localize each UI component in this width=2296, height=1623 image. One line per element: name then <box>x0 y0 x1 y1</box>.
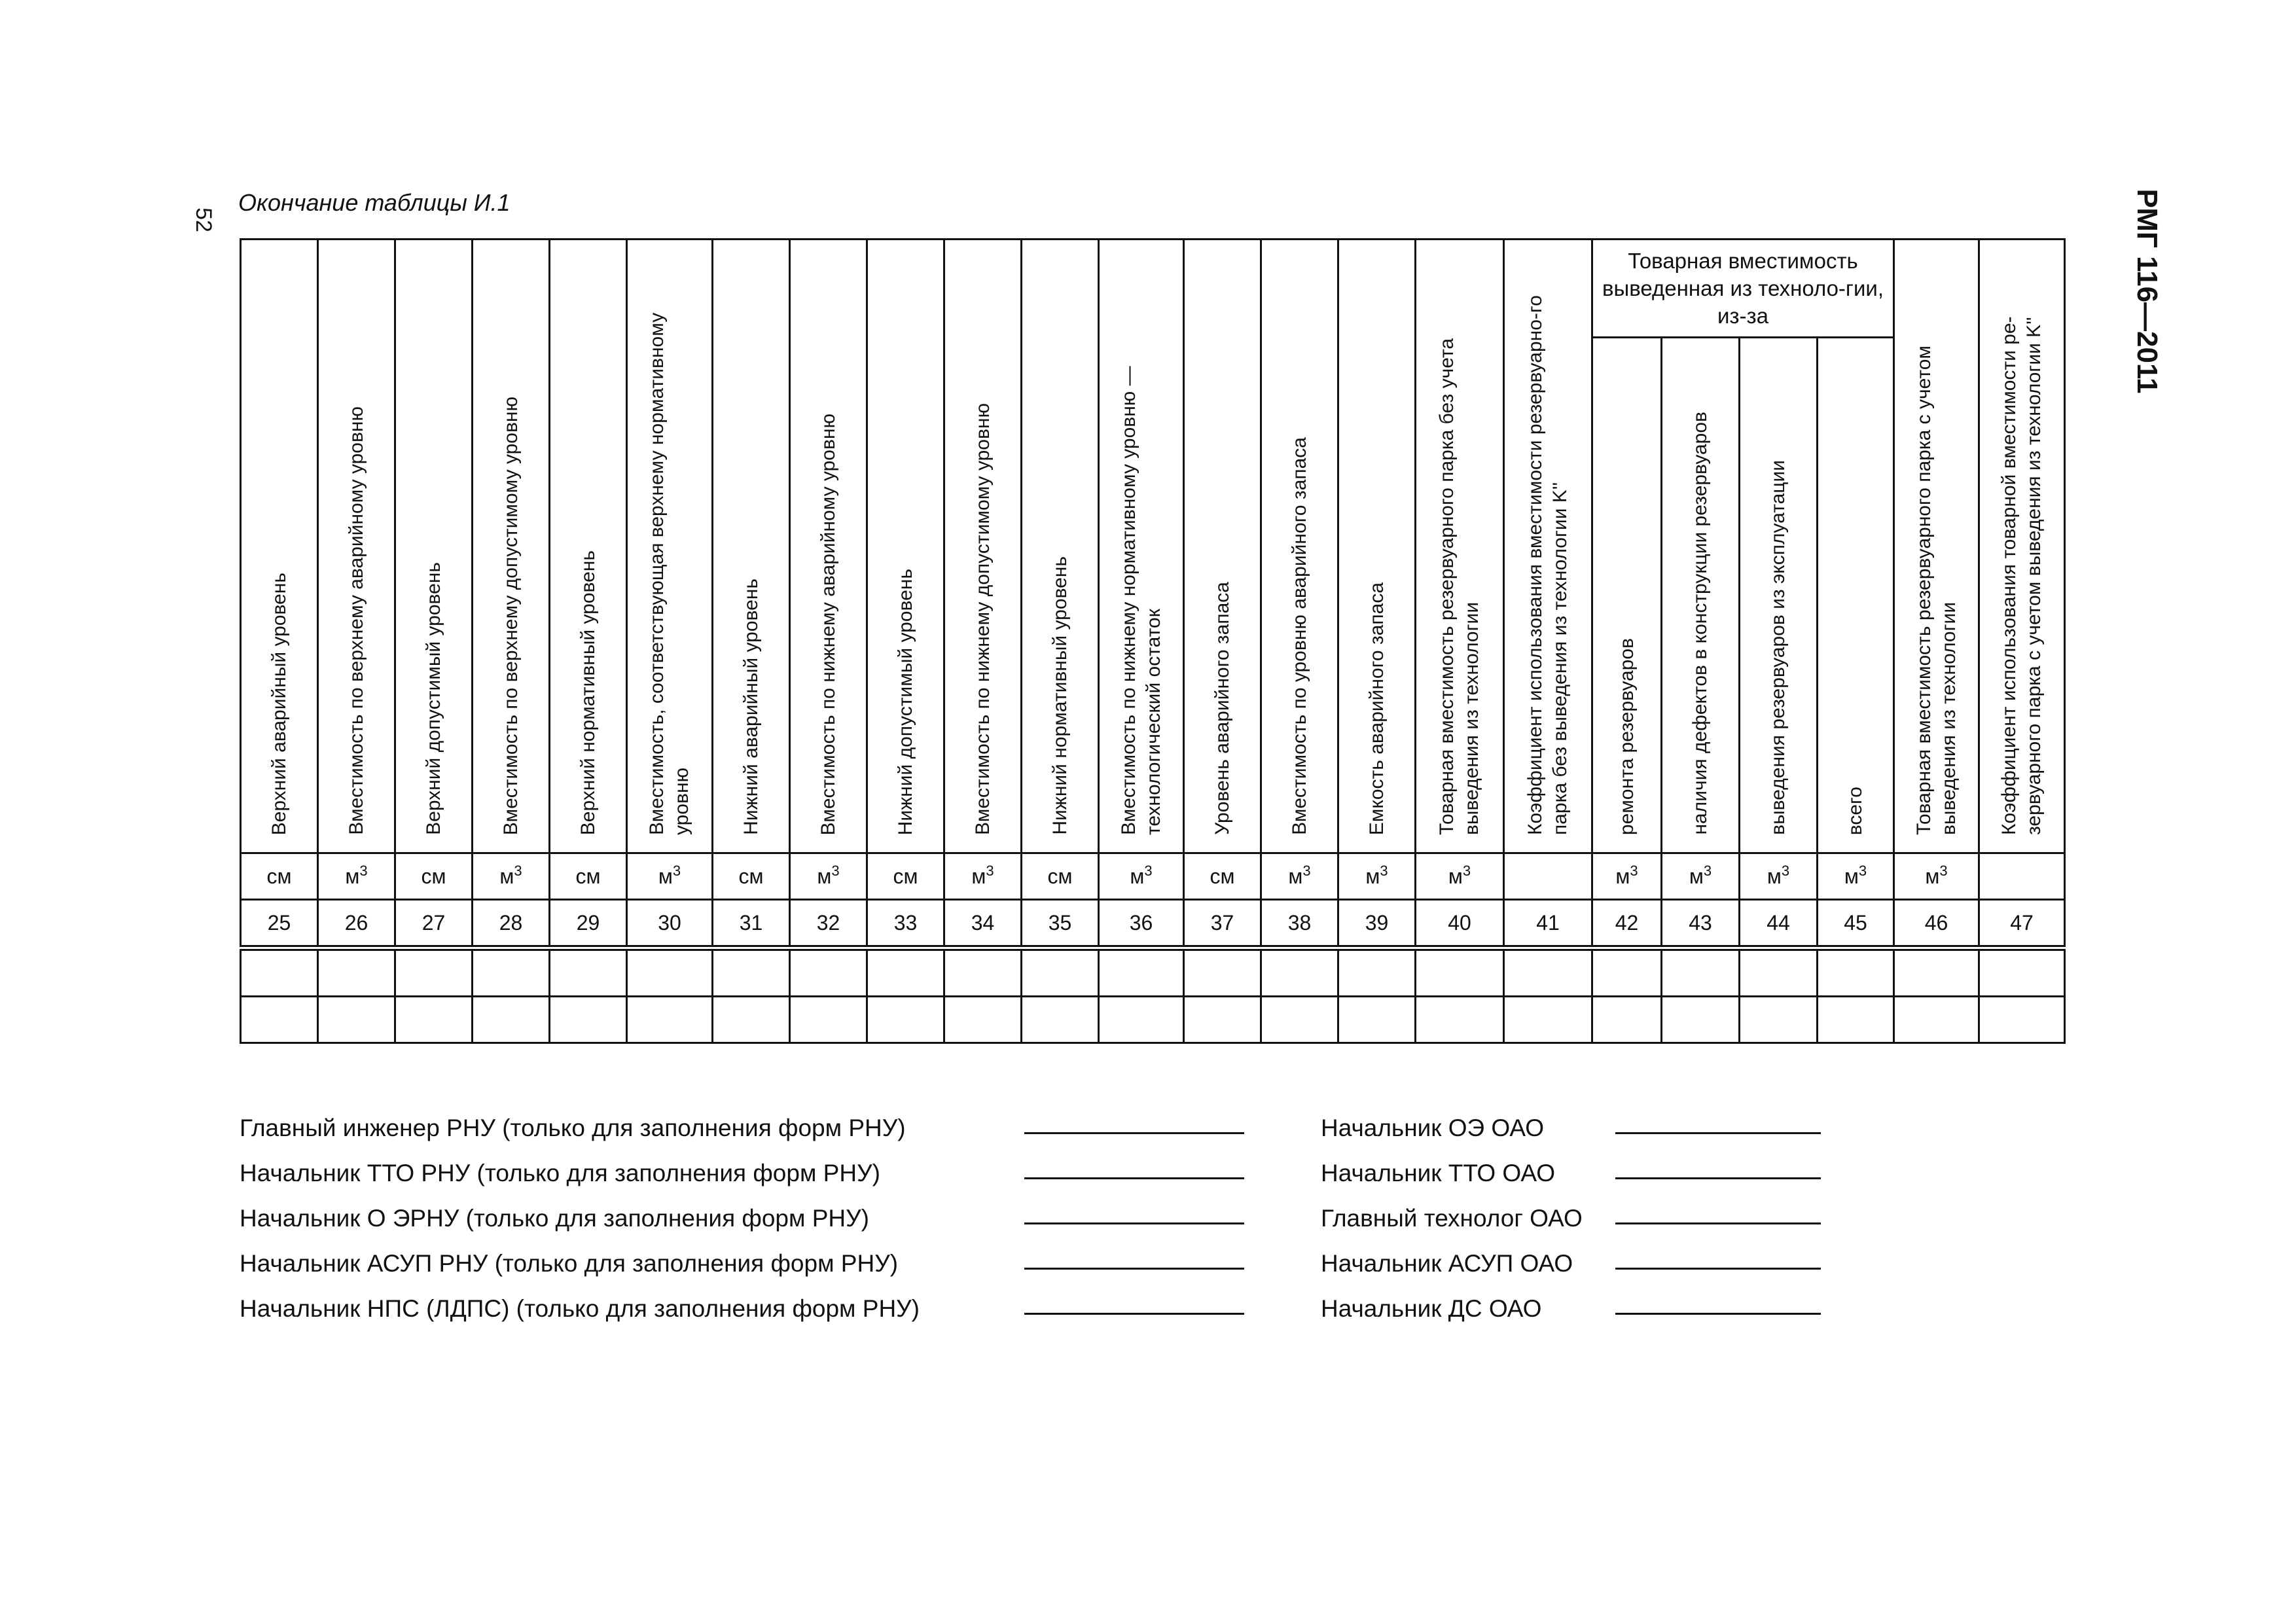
unit-label: см <box>266 864 292 888</box>
unit-label: м <box>1365 864 1380 888</box>
signature-line[interactable] <box>1024 1177 1244 1179</box>
unit-cell <box>550 853 627 900</box>
unit-cell <box>318 853 395 900</box>
unit-label: м <box>817 864 832 888</box>
column-header-label: Вместимость по верхнему допустимому уровню <box>499 396 522 835</box>
table-cell[interactable] <box>944 948 1022 997</box>
column-header <box>241 240 318 853</box>
unit-cell <box>627 853 713 900</box>
column-header <box>944 240 1022 853</box>
table-cell[interactable] <box>550 948 627 997</box>
column-number-cell: 46 <box>1894 900 1979 948</box>
unit-cell <box>1261 853 1338 900</box>
unit-exponent: 3 <box>1302 862 1311 879</box>
table-cell[interactable] <box>1261 997 1338 1043</box>
unit-label: м <box>658 864 673 888</box>
column-number-cell: 37 <box>1184 900 1261 948</box>
column-header-label: выведения резервуаров из эксплуатации <box>1767 460 1789 835</box>
unit-exponent: 3 <box>1144 862 1153 879</box>
table-cell[interactable] <box>1099 997 1184 1043</box>
unit-label: м <box>971 864 986 888</box>
column-header <box>1894 240 1979 853</box>
signature-label: Начальник АСУП ОАО <box>1321 1250 1573 1277</box>
column-header <box>550 240 627 853</box>
column-number-cell: 47 <box>1979 900 2065 948</box>
column-header-label: Коэффициент использования вместимости резервуарно-го парка без выведения из технологии K'' <box>1524 295 1571 835</box>
signature-label: Начальник ОЭ ОАО <box>1321 1115 1545 1141</box>
column-number-cell: 43 <box>1662 900 1740 948</box>
column-header <box>713 240 790 853</box>
unit-label: м <box>499 864 514 888</box>
column-header-label: Товарная вместимость резервуарного парка с учетом выведения из технологии <box>1912 345 1960 835</box>
table-cell[interactable] <box>1416 948 1504 997</box>
unit-cell <box>395 853 473 900</box>
column-header-label: Нижний допустимый уровень <box>894 568 916 835</box>
unit-label: м <box>1689 864 1704 888</box>
signature-line[interactable] <box>1024 1268 1244 1270</box>
column-number-cell: 39 <box>1338 900 1416 948</box>
unit-exponent: 3 <box>359 862 368 879</box>
signature-line[interactable] <box>1615 1132 1821 1134</box>
signature-line[interactable] <box>1024 1313 1244 1315</box>
column-header-label: Вместимость по нижнему нормативному уровню — технологический остаток <box>1117 366 1164 835</box>
table-cell[interactable] <box>1592 948 1662 997</box>
column-header-label: Вместимость по верхнему аварийному уровню <box>345 406 367 835</box>
column-number-cell: 33 <box>867 900 944 948</box>
table-cell[interactable] <box>790 997 867 1043</box>
unit-cell <box>1022 853 1099 900</box>
unit-cell <box>867 853 944 900</box>
column-header-label: наличия дефектов в конструкции резервуаров <box>1689 412 1711 835</box>
table-cell[interactable] <box>1894 948 1979 997</box>
table-cell[interactable] <box>1740 948 1818 997</box>
signature-label: Начальник НПС (ЛДПС) (только для заполнения форм РНУ) <box>240 1295 920 1322</box>
column-header <box>1979 240 2065 853</box>
column-header-label: Вместимость по нижнему аварийному уровню <box>817 413 839 835</box>
unit-cell <box>1818 853 1894 900</box>
table-cell[interactable] <box>1818 997 1894 1043</box>
column-number-cell: 28 <box>473 900 550 948</box>
column-header <box>318 240 395 853</box>
column-header <box>1338 240 1416 853</box>
table-row <box>241 948 2065 997</box>
table-cell[interactable] <box>318 948 395 997</box>
column-number-cell: 27 <box>395 900 473 948</box>
table-cell[interactable] <box>1022 997 1099 1043</box>
group-header: Товарная вместимость выведенная из техноло-гии, из-за <box>1592 240 1894 338</box>
table-cell[interactable] <box>1338 997 1416 1043</box>
column-number-cell: 26 <box>318 900 395 948</box>
unit-label: м <box>1288 864 1303 888</box>
column-header-label: Вместимость по нижнему допустимому уровню <box>971 403 994 835</box>
column-header-label: Емкость аварийного запаса <box>1365 582 1388 835</box>
table-cell[interactable] <box>627 997 713 1043</box>
table-title: Окончание таблицы И.1 <box>238 189 511 216</box>
column-number-cell: 45 <box>1818 900 1894 948</box>
table-cell[interactable] <box>395 997 473 1043</box>
signature-line[interactable] <box>1024 1222 1244 1224</box>
table-cell[interactable] <box>1184 948 1261 997</box>
report-table <box>240 238 2066 1044</box>
table-row <box>241 997 2065 1043</box>
table-cell[interactable] <box>627 948 713 997</box>
table-cell[interactable] <box>1184 997 1261 1043</box>
unit-cell <box>473 853 550 900</box>
column-header-label: всего <box>1844 786 1866 835</box>
table-cell[interactable] <box>1818 948 1894 997</box>
signature-label: Главный инженер РНУ (только для заполнения форм РНУ) <box>240 1115 906 1141</box>
unit-label: м <box>1130 864 1145 888</box>
table-cell[interactable] <box>241 997 318 1043</box>
table-cell[interactable] <box>713 948 790 997</box>
table-cell[interactable] <box>241 948 318 997</box>
unit-label: см <box>893 864 918 888</box>
unit-exponent: 3 <box>986 862 994 879</box>
unit-exponent: 3 <box>1380 862 1388 879</box>
column-numbers-row <box>241 900 2065 948</box>
column-header-label: Товарная вместимость резервуарного парка без учета выведения из технологии <box>1436 338 1482 835</box>
column-number-cell: 38 <box>1261 900 1338 948</box>
unit-exponent: 3 <box>514 862 522 879</box>
unit-exponent: 3 <box>1703 862 1712 879</box>
unit-label: см <box>575 864 601 888</box>
unit-exponent: 3 <box>1939 862 1948 879</box>
table-cell[interactable] <box>1979 948 2065 997</box>
table-cell[interactable] <box>1504 997 1592 1043</box>
unit-label: см <box>421 864 446 888</box>
column-number-cell: 44 <box>1740 900 1818 948</box>
column-header-label: Верхний нормативный уровень <box>577 550 599 835</box>
column-header <box>1416 240 1504 853</box>
unit-cell <box>1979 853 2065 900</box>
table-cell[interactable] <box>1022 948 1099 997</box>
column-number-cell: 36 <box>1099 900 1184 948</box>
column-number-cell: 31 <box>713 900 790 948</box>
unit-cell <box>1184 853 1261 900</box>
column-header <box>867 240 944 853</box>
unit-cell <box>241 853 318 900</box>
column-number-cell: 30 <box>627 900 713 948</box>
unit-label: м <box>1925 864 1940 888</box>
column-number-cell: 40 <box>1416 900 1504 948</box>
column-header-label: Верхний допустимый уровень <box>422 562 444 835</box>
table-cell[interactable] <box>1662 948 1740 997</box>
unit-cell <box>1504 853 1592 900</box>
unit-cell <box>944 853 1022 900</box>
table-cell[interactable] <box>1740 997 1818 1043</box>
signature-line[interactable] <box>1615 1177 1821 1179</box>
column-number-cell: 35 <box>1022 900 1099 948</box>
column-header <box>1261 240 1338 853</box>
signature-label: Начальник ДС ОАО <box>1321 1295 1542 1322</box>
signature-line[interactable] <box>1615 1313 1821 1315</box>
page-number: 52 <box>190 207 216 232</box>
table-cell[interactable] <box>1979 997 2065 1043</box>
table-cell[interactable] <box>1261 948 1338 997</box>
column-header-label: Нижний аварийный уровень <box>740 579 762 835</box>
column-number-cell: 34 <box>944 900 1022 948</box>
column-header <box>1504 240 1592 853</box>
unit-cell <box>1592 853 1662 900</box>
column-header-label: Коэффициент использования товарной вместимости ре-зервуарного парка с учетом выведения из технологии K'' <box>1998 316 2045 835</box>
column-header <box>1818 338 1894 853</box>
column-number-cell: 41 <box>1504 900 1592 948</box>
header-row-top <box>241 240 2065 338</box>
table-cell[interactable] <box>790 948 867 997</box>
column-header <box>1099 240 1184 853</box>
column-header-label: Уровень аварийного запаса <box>1211 582 1233 835</box>
signature-line[interactable] <box>1024 1132 1244 1134</box>
unit-cell <box>1099 853 1184 900</box>
column-header <box>473 240 550 853</box>
signature-line[interactable] <box>1615 1268 1821 1270</box>
unit-label: м <box>1844 864 1859 888</box>
table-cell[interactable] <box>1416 997 1504 1043</box>
column-header <box>790 240 867 853</box>
unit-exponent: 3 <box>831 862 840 879</box>
table-cell[interactable] <box>1662 997 1740 1043</box>
column-header-label: Вместимость, соответствующая верхнему нормативному уровню <box>646 312 692 835</box>
signature-line[interactable] <box>1615 1222 1821 1224</box>
column-header-label: Вместимость по уровню аварийного запаса <box>1288 437 1310 835</box>
column-header-label: ремонта резервуаров <box>1615 637 1638 835</box>
unit-cell <box>1662 853 1740 900</box>
signature-label: Главный технолог ОАО <box>1321 1205 1583 1232</box>
unit-exponent: 3 <box>672 862 681 879</box>
signature-label: Начальник О ЭРНУ (только для заполнения форм РНУ) <box>240 1205 869 1232</box>
column-number-cell: 29 <box>550 900 627 948</box>
table-cell[interactable] <box>1504 948 1592 997</box>
table-cell[interactable] <box>1894 997 1979 1043</box>
unit-cell <box>1894 853 1979 900</box>
table-cell[interactable] <box>867 948 944 997</box>
column-header <box>395 240 473 853</box>
column-number-cell: 25 <box>241 900 318 948</box>
table-cell[interactable] <box>550 997 627 1043</box>
unit-cell <box>790 853 867 900</box>
unit-label: м <box>345 864 360 888</box>
table-cell[interactable] <box>1338 948 1416 997</box>
column-header-label: Верхний аварийный уровень <box>268 572 290 835</box>
unit-cell <box>1338 853 1416 900</box>
document-code: РМГ 116—2011 <box>2131 188 2163 394</box>
unit-cell <box>1416 853 1504 900</box>
table-cell[interactable] <box>473 997 550 1043</box>
unit-label: см <box>738 864 764 888</box>
column-header <box>1662 338 1740 853</box>
table-cell[interactable] <box>867 997 944 1043</box>
units-row <box>241 853 2065 900</box>
column-header <box>1740 338 1818 853</box>
unit-label: м <box>1615 864 1630 888</box>
unit-label: м <box>1767 864 1782 888</box>
table-cell[interactable] <box>395 948 473 997</box>
unit-exponent: 3 <box>1858 862 1867 879</box>
unit-label: см <box>1047 864 1073 888</box>
column-header-label: Нижний нормативный уровень <box>1049 556 1071 835</box>
column-header <box>627 240 713 853</box>
unit-label: м <box>1448 864 1463 888</box>
column-number-cell: 32 <box>790 900 867 948</box>
unit-exponent: 3 <box>1781 862 1790 879</box>
column-header <box>1592 338 1662 853</box>
table-cell[interactable] <box>1592 997 1662 1043</box>
signature-label: Начальник ТТО РНУ (только для заполнения форм РНУ) <box>240 1160 880 1186</box>
table-cell[interactable] <box>713 997 790 1043</box>
table-cell[interactable] <box>473 948 550 997</box>
table-cell[interactable] <box>318 997 395 1043</box>
unit-cell <box>713 853 790 900</box>
unit-exponent: 3 <box>1630 862 1638 879</box>
unit-exponent: 3 <box>1462 862 1471 879</box>
table-cell[interactable] <box>944 997 1022 1043</box>
signature-label: Начальник ТТО ОАО <box>1321 1160 1555 1186</box>
column-number-cell: 42 <box>1592 900 1662 948</box>
signature-label: Начальник АСУП РНУ (только для заполнения форм РНУ) <box>240 1250 899 1277</box>
column-header <box>1184 240 1261 853</box>
unit-label: см <box>1210 864 1235 888</box>
unit-cell <box>1740 853 1818 900</box>
column-header <box>1022 240 1099 853</box>
table-cell[interactable] <box>1099 948 1184 997</box>
